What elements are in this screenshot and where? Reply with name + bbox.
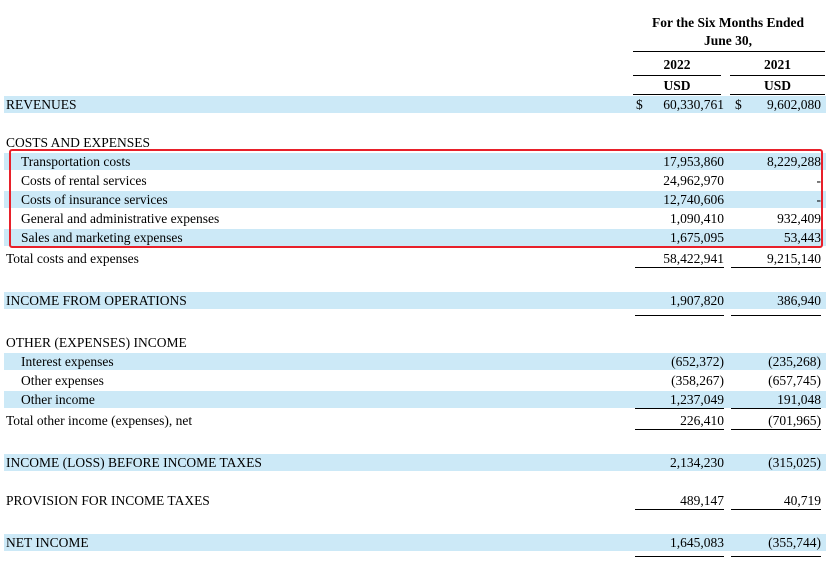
provision-for-taxes-2022-value: 489,147	[635, 492, 724, 510]
income-from-operations-2022-value: 1,907,820	[670, 293, 724, 308]
other-item-2022-value: 1,237,049	[635, 391, 724, 409]
revenues-2021-dollar: $	[735, 97, 742, 112]
cost-item-2022-value: 12,740,606	[663, 192, 724, 207]
income-from-operations-label: INCOME FROM OPERATIONS	[6, 293, 187, 308]
other-item-label: Other expenses	[21, 373, 104, 388]
income-from-operations-2021-value: 386,940	[777, 293, 821, 308]
cost-item-2021-value: -	[816, 173, 821, 188]
cost-item-label: Costs of insurance services	[21, 192, 168, 207]
net-income-2021-value: (355,744)	[768, 535, 821, 550]
total-costs-2022-value: 58,422,941	[635, 250, 724, 268]
total-other-row	[4, 412, 826, 429]
other-item-row	[4, 372, 826, 389]
cost-item-label: Sales and marketing expenses	[21, 230, 183, 245]
period-heading-line2: June 30,	[703, 33, 752, 48]
total-costs-label: Total costs and expenses	[6, 251, 139, 266]
year-2022-rule	[633, 75, 721, 76]
cost-item-label: General and administrative expenses	[21, 211, 220, 226]
income-before-taxes-label: INCOME (LOSS) BEFORE INCOME TAXES	[6, 455, 262, 470]
other-item-2021-value: (235,268)	[768, 354, 821, 369]
year-2021-heading: 2021	[764, 57, 791, 72]
costs-section-label: COSTS AND EXPENSES	[6, 135, 151, 150]
total-other-2021-value: (701,965)	[731, 412, 821, 430]
currency-2021-rule	[730, 94, 825, 95]
provision-for-taxes-2021-value: 40,719	[731, 492, 821, 510]
income-before-taxes-2022-value: 2,134,230	[670, 455, 724, 470]
currency-2021-heading: USD	[763, 78, 791, 93]
total-costs-row	[4, 250, 826, 267]
cost-item-2022-value: 24,962,970	[663, 173, 724, 188]
cost-item-label: Transportation costs	[21, 154, 131, 169]
cost-item-label: Costs of rental services	[21, 173, 147, 188]
other-item-2022-value: (358,267)	[671, 373, 724, 388]
operations-2021-rule	[731, 315, 821, 316]
cost-items-highlight-box	[9, 149, 823, 248]
revenues-2022-value: 60,330,761	[663, 97, 724, 112]
currency-2022-rule	[633, 94, 721, 95]
cost-item-2022-value: 1,675,095	[635, 229, 724, 247]
cost-item-2021-value: 8,229,288	[767, 154, 821, 169]
year-2022-heading: 2022	[663, 57, 691, 72]
net-income-row	[4, 534, 826, 551]
other-item-2022-value: (652,372)	[671, 354, 724, 369]
net-income-2022-value: 1,645,083	[670, 535, 724, 550]
cost-item-2021-value: -	[816, 192, 821, 207]
total-other-2022-value: 226,410	[635, 412, 724, 430]
cost-item-2022-value: 17,953,860	[663, 154, 724, 169]
year-2021-rule	[730, 75, 825, 76]
other-item-row	[4, 391, 826, 408]
cost-item-2021-value: 53,443	[731, 229, 821, 247]
total-costs-2021-value: 9,215,140	[731, 250, 821, 268]
operations-2022-rule	[635, 315, 724, 316]
period-heading-line1: For the Six Months Ended	[651, 15, 805, 30]
other-section-row	[4, 334, 826, 351]
currency-2022-heading: USD	[663, 78, 691, 93]
revenues-2021-value: 9,602,080	[767, 97, 821, 112]
other-item-row	[4, 353, 826, 370]
period-heading-rule	[633, 51, 825, 52]
income-before-taxes-2021-value: (315,025)	[768, 455, 821, 470]
other-item-label: Other income	[21, 392, 95, 407]
net-income-2021-rule	[731, 556, 821, 557]
net-income-2022-rule	[635, 556, 724, 557]
income-before-taxes-row	[4, 454, 826, 471]
other-item-2021-value: (657,745)	[768, 373, 821, 388]
provision-for-taxes-label: PROVISION FOR INCOME TAXES	[6, 493, 210, 508]
provision-for-taxes-row	[4, 492, 826, 509]
other-section-label: OTHER (EXPENSES) INCOME	[6, 335, 187, 350]
revenues-2022-dollar: $	[636, 97, 643, 112]
revenues-row	[4, 96, 826, 113]
income-from-operations-row	[4, 292, 826, 309]
cost-item-2022-value: 1,090,410	[670, 211, 724, 226]
total-other-label: Total other income (expenses), net	[6, 413, 193, 428]
revenues-label: REVENUES	[6, 97, 77, 112]
other-item-label: Interest expenses	[21, 354, 114, 369]
net-income-label: NET INCOME	[6, 535, 89, 550]
cost-item-2021-value: 932,409	[777, 211, 821, 226]
other-item-2021-value: 191,048	[731, 391, 821, 409]
